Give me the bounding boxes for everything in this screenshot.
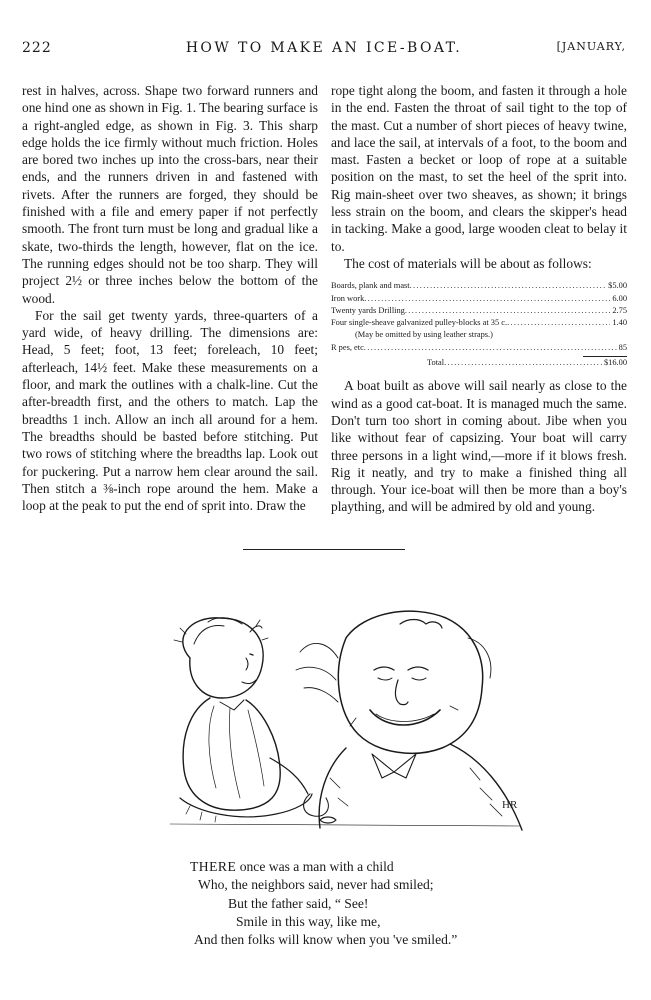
poem-line-rest: once was a man with a child <box>236 859 394 874</box>
cost-amount: 6.00 <box>612 293 627 303</box>
cost-amount: 1.40 <box>612 318 627 328</box>
cost-item: R pes, etc <box>331 342 364 352</box>
poem-line: But the father said, “ See! <box>228 895 369 911</box>
poem-line: Who, the neighbors said, never had smiled; <box>198 877 434 893</box>
poem <box>190 858 530 949</box>
cost-amount: 2.75 <box>612 305 627 315</box>
paragraph: For the sail get twenty yards, three-quarters of a yard wide, of heavy drilling. The dimensions are: Head, 5 feet; foot, 13 feet; foreleach, 10 feet; afterleach, 14½ feet. Make these measurements on a floor, and mark the outlines with a chalk-line. Cut the after-breadth first, and the others to match. Lap the breadths 1 inch. Allow an inch all around for a hem. The breadths should be basted before stitching. Put two rows of stitching where the breadths lap. Look out for puckering. Put a narrow hem clear around the sail. Then stitch a ⅜-inch rope around the hem. Make a loop at the peak to put the end of sprit into. Draw the <box>22 307 318 514</box>
cost-amount: $5.00 <box>608 281 627 291</box>
cost-amount: 85 <box>618 342 627 352</box>
total-row <box>331 357 627 369</box>
cost-table <box>331 280 627 369</box>
page-number: 222 <box>22 40 52 56</box>
cost-row <box>331 342 627 354</box>
cost-item: Twenty yards Drilling <box>331 305 405 315</box>
toy-object <box>320 817 336 823</box>
running-title: HOW TO MAKE AN ICE-BOAT. <box>185 40 463 56</box>
cost-item: Four single-sheave galvanized pulley-blocks at 35 c. <box>331 318 508 328</box>
leader-dots <box>364 293 610 305</box>
paragraph: A boat built as above will sail nearly as close to the wind as a good cat-boat. It is managed much the same. Don't turn too short in coming about. Jibe when you like without fear of capsizing. Your boat will carry three persons in a light wind,—more if it blows fresh. Rig it neatly, and try to make a finished thing all through. Your ice-boat will then be more than a boy's plaything, and will be admired by old and young. <box>331 378 627 515</box>
cost-row <box>331 293 627 305</box>
cost-row <box>331 280 627 292</box>
cost-item: Iron work <box>331 293 365 303</box>
artist-signature: HR <box>502 799 518 811</box>
section-divider <box>243 549 405 550</box>
leader-dots <box>507 317 610 329</box>
right-column <box>331 82 627 516</box>
cost-note: (May be omitted by using leather straps.) <box>355 330 493 340</box>
poem-line: Smile in this way, like me, <box>236 913 381 929</box>
cost-item: Boards, plank and mast <box>331 281 410 291</box>
issue-month: [JANUARY, <box>556 40 626 53</box>
running-header <box>22 40 626 60</box>
man-figure <box>296 611 522 830</box>
illustration-man-and-child <box>150 598 530 838</box>
poem-line <box>190 858 530 876</box>
child-figure <box>174 618 312 822</box>
paragraph: The cost of materials will be about as follows: <box>344 255 592 271</box>
leader-dots <box>405 305 610 317</box>
poem-line: And then folks will know when you 've smiled.” <box>194 932 458 948</box>
left-column <box>22 82 318 514</box>
paragraph: rest in halves, across. Shape two forward runners and one hind one as shown in Fig. 1. The bearing surface is a right-angled edge, as shown in Fig. 3. This sharp edge holds the ice firmly without much friction. Holes are bored two inches up into the cross-bars, near their ends, and the runners driven in and fastened with rivets. After the runners are forged, they should be finished with a file and emery paper if not perfectly smooth. The front turn must be long and gradual like a skate, two-thirds the length, however, flat on the ice. The running edges should not be too sharp. They will project 2½ or three inches below the bottom of the wood. <box>22 83 318 306</box>
cost-row <box>331 305 627 317</box>
leader-dots <box>410 280 607 292</box>
poem-first-word: THERE <box>190 859 237 874</box>
cost-row <box>331 317 627 329</box>
leader-dots <box>444 357 602 369</box>
leader-dots <box>364 342 617 354</box>
total-amount: $16.00 <box>603 358 627 368</box>
paragraph: rope tight along the boom, and fasten it through a hole in the end. Fasten the throat of sail tight to the top of the mast. Cut a number of short pieces of heavy twine, and lace the sail, at intervals of a foot, to the boom and mast. Fasten a becket or loop of rope at a suitable position on the mast, to set the heel of the sprit into. Rig main-sheet over two sheaves, as shown; it brings less strain on the boom, and clears the skipper's head in tacking. Make a good, large wooden cleat to belay it to. <box>331 83 627 254</box>
total-label: Total <box>427 358 445 368</box>
